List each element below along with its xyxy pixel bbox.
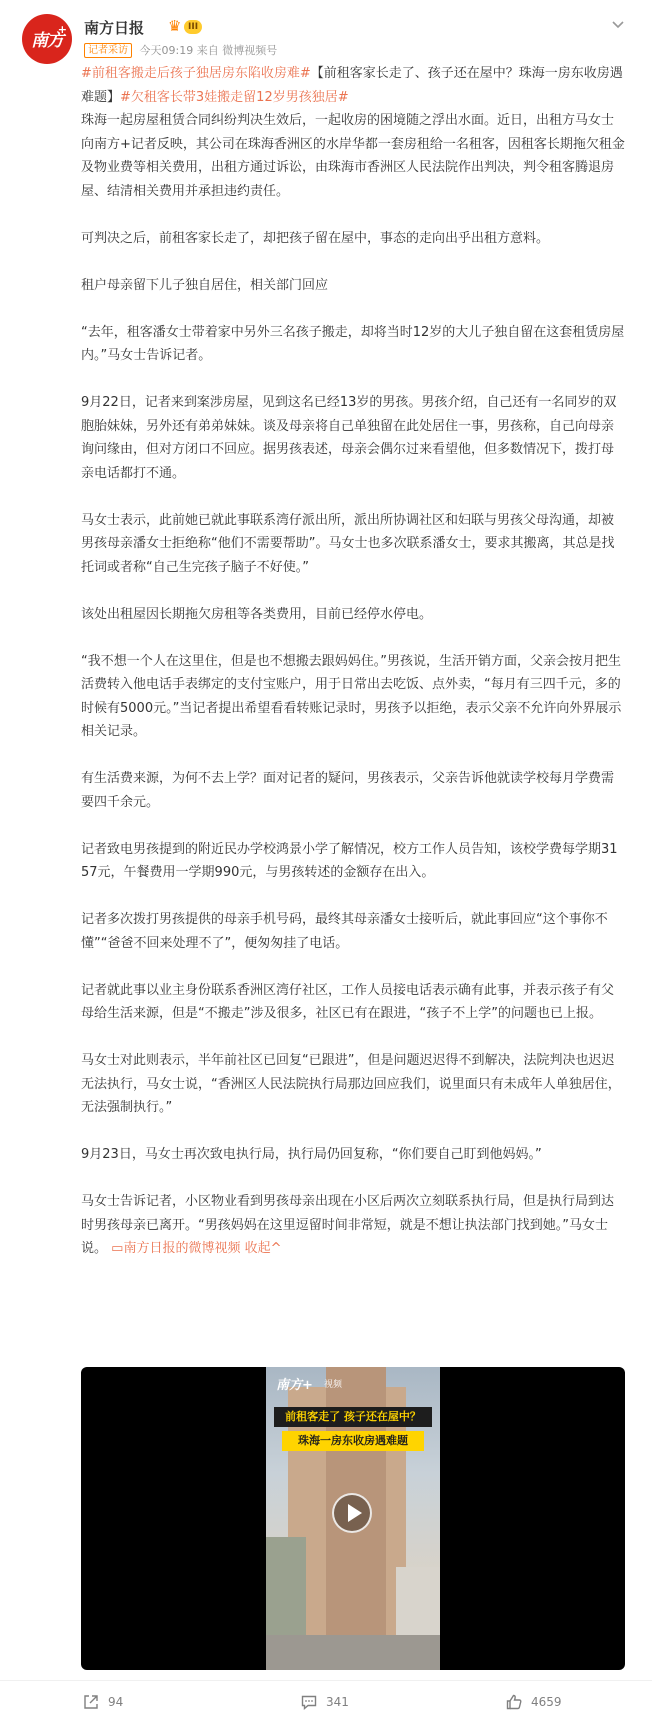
like-button[interactable] bbox=[505, 1693, 562, 1713]
vip-badge[interactable] bbox=[168, 18, 208, 35]
post-body bbox=[81, 62, 625, 1261]
paragraph-text: 马女士告诉记者，小区物业看到男孩母亲出现在小区后两次立刻联系执行局，但是执行局到达时男孩母亲已离开。“男孩妈妈在这里逗留时间非常短，就是不想让执法部门找到她。”马女士说。 bbox=[81, 1194, 615, 1256]
paragraph: 珠海一起房屋租赁合同纠纷判决生效后，一起收房的困境随之浮出水面。近日，出租方马女士向南方+记者反映，其公司在珠海香洲区的水岸华都一套房租给一名租客，因租客长期拖欠租金及物业费等相关费用，出租方通过诉讼，由珠海市香洲区人民法院作出判决，判令租客腾退房屋、结清相关费用并承担违约责任。 bbox=[81, 113, 625, 199]
post-lead bbox=[81, 62, 625, 109]
collapse-button[interactable] bbox=[245, 1241, 282, 1256]
video-caption: 前租客走了 孩子还在屋中？ bbox=[274, 1407, 432, 1427]
paragraph: 该处出租屋因长期拖欠房租等各类费用，目前已经停水停电。 bbox=[81, 606, 433, 622]
share-icon bbox=[82, 1693, 100, 1711]
paragraph: 记者就此事以业主身份联系香洲区湾仔社区，工作人员接电话表示确有此事，并表示孩子有父母给生活来源，但是“不搬走”涉及很多，社区已有在跟进，“孩子不上学”的问题也已上报。 bbox=[81, 982, 615, 1021]
action-bar bbox=[0, 1680, 652, 1724]
vip-level: III bbox=[184, 20, 202, 34]
video-link-icon: ▭ bbox=[111, 1241, 124, 1256]
comment-count: 341 bbox=[326, 1695, 349, 1709]
video-caption: 珠海一房东收房遇难题 bbox=[282, 1431, 424, 1451]
hashtag[interactable]: #前租客搬走后孩子独居房东陷收房难# bbox=[81, 66, 311, 81]
author-name[interactable]: 南方日报 bbox=[84, 19, 145, 37]
chevron-down-icon[interactable] bbox=[610, 16, 626, 32]
paragraph: 9月23日，马女士再次致电执行局，执行局仍回复称，“你们要自己盯到他妈妈。” bbox=[81, 1147, 542, 1162]
avatar[interactable] bbox=[22, 14, 72, 64]
comment-button[interactable] bbox=[300, 1693, 349, 1713]
paragraph: 可判决之后，前租客家长走了，却把孩子留在屋中，事态的走向出乎出租方意料。 bbox=[81, 230, 550, 246]
paragraph: 记者致电男孩提到的附近民办学校鸿景小学了解情况，校方工作人员告知，该校学费每学期3157元，午餐费用一学期990元，与男孩转述的金额存在出入。 bbox=[81, 841, 618, 880]
video-frame bbox=[266, 1367, 440, 1670]
hashtag[interactable]: #欠租客长带3娃搬走留12岁男孩独居# bbox=[120, 89, 349, 105]
paragraph: 马女士对此则表示，半年前社区已回复“已跟进”，但是问题迟迟得不到解决，法院判决也迟迟无法执行，马女士说，“香洲区人民法院执行局那边回应我们，说里面只有未成年人单独居住，无法强制执行。” bbox=[81, 1053, 621, 1115]
paragraph: 有生活费来源，为何不去上学？面对记者的疑问，男孩表示，父亲告诉他就读学校每月学费需要四千余元。 bbox=[81, 771, 615, 810]
reporter-badge: 记者采访 bbox=[84, 43, 132, 58]
post-headline: 【前租客家长走了、孩子还在屋中？珠海一房东收房遇难题】 bbox=[81, 66, 623, 105]
video-link[interactable] bbox=[111, 1241, 240, 1256]
post-source: 来自 微博视频号 bbox=[196, 44, 278, 57]
video-link-label: 南方日报的微博视频 bbox=[123, 1241, 241, 1256]
share-button[interactable] bbox=[82, 1693, 123, 1713]
avatar-plus-icon: + bbox=[57, 23, 67, 36]
like-count: 4659 bbox=[531, 1695, 562, 1709]
avatar-logo: 南方 bbox=[31, 31, 63, 51]
paragraph: 记者多次拨打男孩提供的母亲手机号码，最终其母亲潘女士接听后，就此事回应“这个事你不懂”“爸爸不回来处理不了”，便匆匆挂了电话。 bbox=[81, 912, 608, 951]
video-logo-sub: 视频 bbox=[324, 1380, 343, 1390]
street-image bbox=[266, 1635, 440, 1670]
video-logo: 南方+ bbox=[276, 1378, 313, 1393]
post-meta bbox=[84, 42, 277, 58]
share-count: 94 bbox=[108, 1695, 124, 1709]
crown-icon: ♛ bbox=[168, 17, 182, 35]
video-player[interactable] bbox=[81, 1367, 625, 1670]
collapse-label: 收起 bbox=[244, 1241, 271, 1256]
comment-icon bbox=[300, 1693, 318, 1711]
thumbs-up-icon bbox=[505, 1693, 523, 1711]
paragraph: 马女士表示，此前她已就此事联系湾仔派出所，派出所协调社区和妇联与男孩父母沟通，却被男孩母亲潘女士拒绝称“他们不需要帮助”。马女士也多次联系潘女士，要求其搬离，其总是找托词或者称“自己生完孩子脑子不好使。” bbox=[81, 512, 615, 575]
paragraph: 9月22日，记者来到案涉房屋，见到这名已经13岁的男孩。男孩介绍，自己还有一名同岁的双胞胎妹妹，另外还有弟弟妹妹。谈及母亲将自己单独留在此处居住一事，男孩称，自己向母亲询问缘由，但对方闭口不回应。据男孩表述，母亲会偶尔过来看望他，但多数情况下，拨打母亲电话都打不通。 bbox=[81, 395, 617, 481]
play-icon[interactable] bbox=[332, 1493, 372, 1533]
chevron-up-icon: ^ bbox=[270, 1241, 282, 1256]
paragraph-last bbox=[81, 1190, 625, 1261]
post-header bbox=[22, 14, 630, 64]
paragraph: “去年，租客潘女士带着家中另外三名孩子搬走，却将当时12岁的大儿子独自留在这套租赁房屋内。”马女士告诉记者。 bbox=[81, 324, 625, 363]
paragraph: 租户母亲留下儿子独自居住，相关部门回应 bbox=[81, 277, 329, 293]
paragraph: “我不想一个人在这里住，但是也不想搬去跟妈妈住。”男孩说，生活开销方面，父亲会按月把生活费转入他电话手表绑定的支付宝账户，用于日常出去吃饭、点外卖，“每月有三四千元，多的时候有5000元。”当记者提出希望看看转账记录时，男孩予以拒绝，表示父亲不允许向外界展示相关记录。 bbox=[81, 653, 622, 739]
post-time[interactable]: 今天09:19 bbox=[139, 44, 194, 57]
